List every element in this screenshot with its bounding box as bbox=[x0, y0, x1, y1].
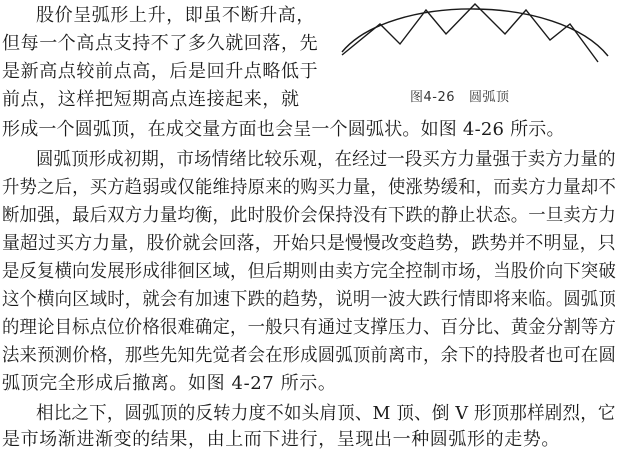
paragraph2-line6: 这个横向区域时，就会有加速下跌的趋势，说明一波大跌行情即将来临。圆弧顶 bbox=[2, 289, 617, 310]
paragraph3-line2: 是市场渐进渐变的结果，由上而下进行，呈现出一种圆弧形的走势。 bbox=[2, 429, 560, 450]
paragraph2-line3: 断加强，最后双方力量均衡，此时股价会保持没有下跌的静止状态。一旦卖方力 bbox=[2, 205, 617, 226]
figure-caption bbox=[410, 86, 510, 105]
rounding-top-diagram bbox=[330, 0, 618, 80]
paragraph1-line3: 是新高点较前点高，后是回升点略低于 bbox=[2, 61, 319, 82]
price-zigzag-line bbox=[342, 4, 598, 62]
figure-title: 圆弧顶 bbox=[469, 90, 510, 105]
paragraph2-line1: 圆弧顶形成初期，市场情绪比较乐观，在经过一段买方力量强于卖方力量的 bbox=[36, 149, 616, 170]
figure-number: 图4-26 bbox=[410, 90, 456, 105]
paragraph1-line5: 形成一个圆弧顶，在成交量方面也会呈一个圆弧状。如图 4-26 所示。 bbox=[2, 119, 565, 140]
figure-4-26 bbox=[330, 0, 618, 120]
paragraph2-line2: 升势之后，买方趋弱或仅能维持原来的购买力量，使涨势缓和，而卖方力量却不 bbox=[2, 177, 617, 198]
paragraph2-line8: 法来预测价格，那些先知先觉者会在形成圆弧顶前离市，余下的持股者也可在圆 bbox=[2, 345, 617, 366]
paragraph1-line4: 前点，这样把短期高点连接起来，就 bbox=[2, 89, 300, 110]
paragraph1-line1: 股价呈弧形上升，即虽不断升高， bbox=[36, 5, 315, 26]
paragraph2-line9: 弧顶完全形成后撤离。如图 4-27 所示。 bbox=[2, 373, 337, 394]
paragraph2-line4: 量超过买方力量，股价就会回落，开始只是慢慢改变趋势，跌势并不明显，只 bbox=[2, 233, 616, 254]
arc-curve bbox=[342, 9, 608, 56]
paragraph1-line2: 但每一个高点支持不了多久就回落，先 bbox=[2, 33, 319, 54]
paragraph3-line1: 相比之下，圆弧顶的反转力度不如头肩顶、M 顶、倒 V 形顶那样剧烈，它 bbox=[36, 403, 616, 424]
paragraph2-line5: 是反复横向发展形成徘徊区域，但后期则由卖方完全控制市场，当股价向下突破 bbox=[2, 261, 617, 282]
paragraph2-line7: 的理论目标点位价格很难确定，一般只有通过支撑压力、百分比、黄金分割等方 bbox=[2, 317, 617, 338]
